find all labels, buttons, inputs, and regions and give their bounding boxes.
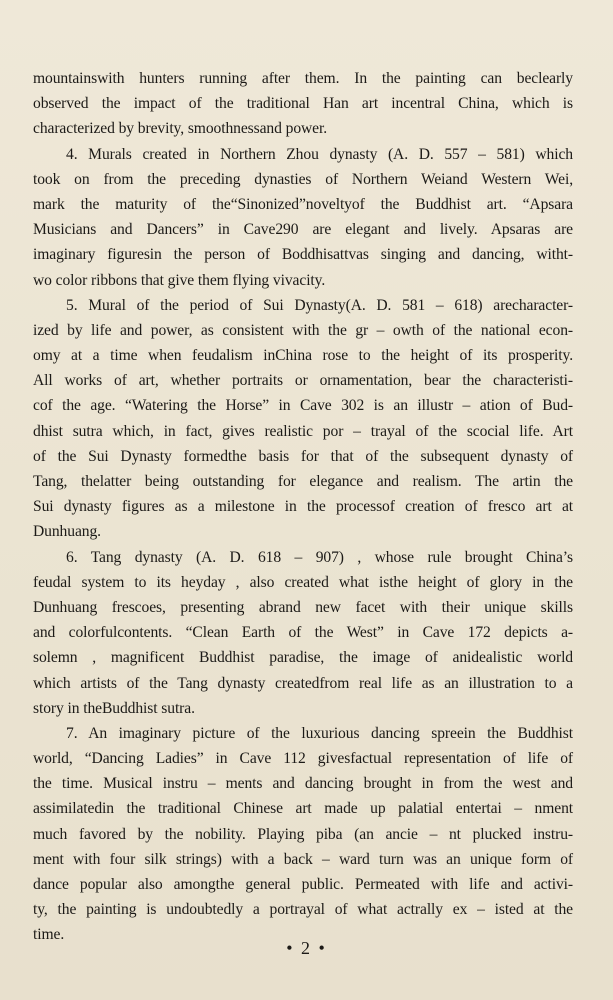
text-line: wo color ribbons that give them flying vivacity.	[33, 271, 326, 289]
text-line: dance popular also amongthe general public. Permeated with life and activi-	[33, 876, 573, 893]
text-line: Dunhuang.	[33, 523, 101, 541]
text-line: cof the age. “Watering the Horse” in Cave 302 is an illustr – ation of Bud-	[33, 397, 573, 415]
text-line: and colorfulcontents. “Clean Earth of the West” in Cave 172 depicts a-	[33, 624, 573, 642]
text-line: 7. An imaginary picture of the luxurious dancing spreein the Buddhist	[66, 724, 573, 742]
text-line: omy at a time when feudalism inChina rose to the height of its prosperity.	[33, 347, 573, 365]
text-line: story in theBuddhist sutra.	[33, 699, 195, 717]
text-line: characterized by brevity, smoothnessand power.	[33, 120, 328, 138]
text-line: Sui dynasty figures as a milestone in the processof creation of fresco art at	[33, 498, 573, 516]
text-line: assimilatedin the traditional Chinese art made up palatial entertai – nment	[33, 800, 573, 818]
text-line: Tang, thelatter being outstanding for elegance and realism. The artin the	[33, 473, 573, 490]
text-line: the time. Musical instru – ments and dancing brought in from the west and	[33, 775, 573, 793]
text-line: dhist sutra which, in fact, gives realistic por – trayal of the scocial life. Art	[33, 422, 573, 440]
text-line: solemn , magnificent Buddhist paradise, the image of anidealistic world	[33, 649, 573, 667]
text-line: much favored by the nobility. Playing piba (an ancie – nt plucked instru-	[33, 825, 573, 843]
body-text	[33, 66, 573, 948]
text-line: world, “Dancing Ladies” in Cave 112 givesfactual representation of life of	[33, 750, 573, 768]
text-line: ty, the painting is undoubtedly a portrayal of what actrally ex – isted at the	[33, 901, 573, 919]
text-line: which artists of the Tang dynasty createdfrom real life as an illustration to a	[33, 674, 573, 692]
text-line: time.	[33, 926, 65, 944]
text-line: ment with four silk strings) with a back – ward turn was an unique form of	[33, 850, 573, 868]
text-line: of the Sui Dynasty formedthe basis for that of the subsequent dynasty of	[33, 447, 573, 465]
text-line: took on from the preceding dynasties of Northern Weiand Western Wei,	[33, 170, 573, 188]
text-line: imaginary figuresin the person of Boddhisattvas singing and dancing, witht-	[33, 246, 573, 264]
text-line: ized by life and power, as consistent with the gr – owth of the national econ-	[33, 321, 573, 339]
text-line: All works of art, whether portraits or ornamentation, bear the characteristi-	[33, 372, 573, 390]
text-line: Musicians and Dancers” in Cave290 are elegant and lively. Apsaras are	[33, 221, 573, 239]
text-line: mark the maturity of the“Sinonized”noveltyof the Buddhist art. “Apsara	[33, 195, 573, 213]
text-line: mountainswith hunters running after them. In the painting can beclearly	[33, 70, 573, 87]
text-line: Dunhuang frescoes, presenting abrand new facet with their unique skills	[33, 598, 573, 616]
text-line: 4. Murals created in Northern Zhou dynasty (A. D. 557 – 581) which	[66, 145, 573, 163]
text-line: 5. Mural of the period of Sui Dynasty(A. D. 581 – 618) arecharacter-	[66, 296, 573, 314]
text-line: observed the impact of the traditional Han art incentral China, which is	[33, 95, 573, 113]
text-line: 6. Tang dynasty (A. D. 618 – 907) , whose rule brought China’s	[66, 548, 573, 566]
page-number: • 2 •	[286, 938, 327, 958]
text-line: feudal system to its heyday , also created what isthe height of glory in the	[33, 573, 573, 591]
